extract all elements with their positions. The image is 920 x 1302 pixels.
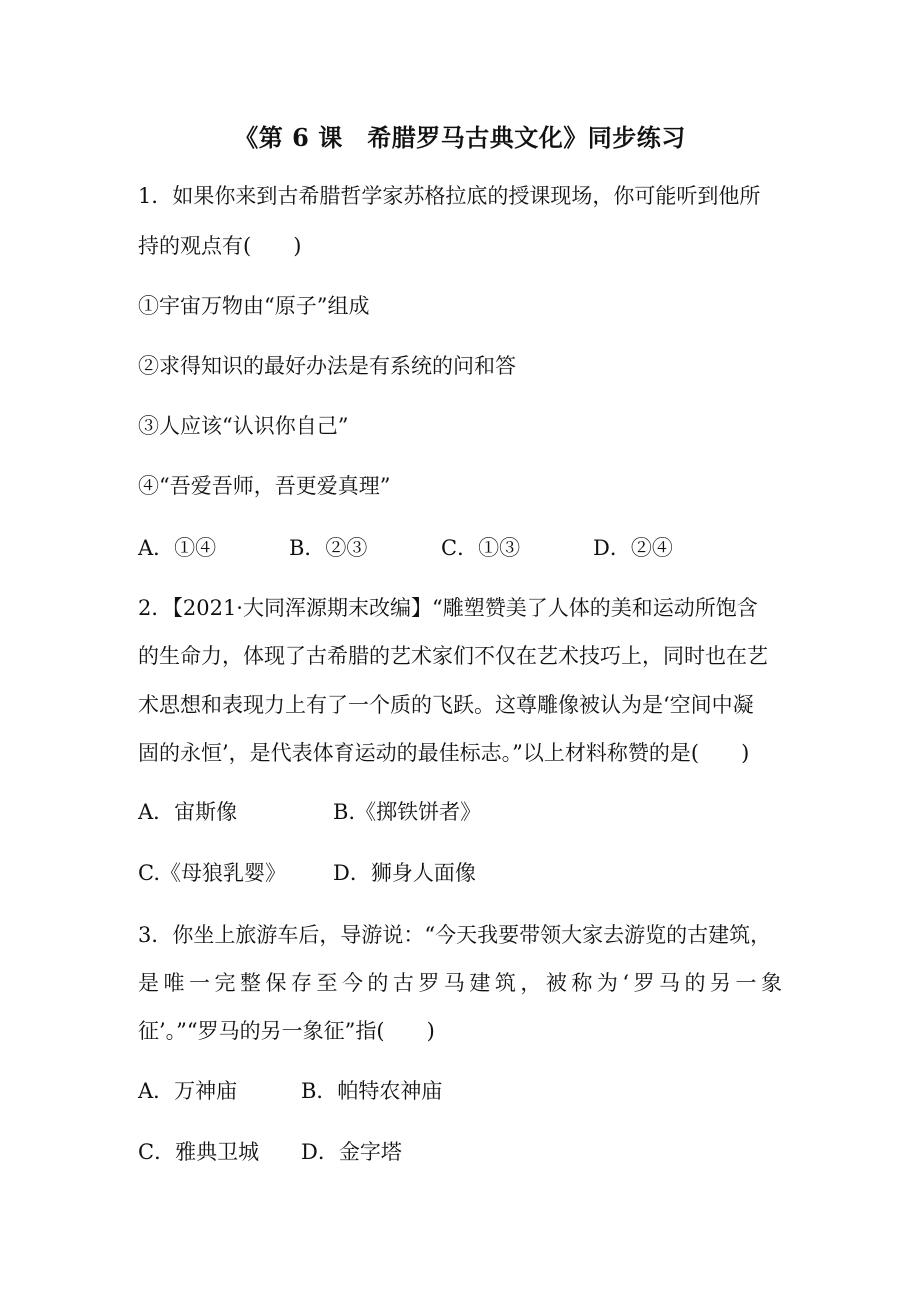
question-2-option-b: B.《掷铁饼者》 xyxy=(333,800,482,824)
question-3-stem-line-3: 征’。”“罗马的另一象征”指( ) xyxy=(138,1019,435,1043)
question-3-option-c: C．雅典卫城 xyxy=(138,1140,260,1164)
question-2-option-d: D．狮身人面像 xyxy=(333,861,476,885)
question-1-stem-line-2: 持的观点有( ) xyxy=(138,234,302,258)
question-2-option-a: A．宙斯像 xyxy=(138,800,238,824)
question-2-stem-line-3: 术思想和表现力上有了一个质的飞跃。这尊雕像被认为是‘空间中凝 xyxy=(138,693,754,717)
question-1-option-c: C．①③ xyxy=(441,536,521,560)
question-1-option-a: A．①④ xyxy=(138,536,217,560)
question-1-item-1: ①宇宙万物由“原子”组成 xyxy=(138,294,370,318)
question-2-stem-line-1: 2．【2021·大同浑源期末改编】“雕塑赞美了人体的美和运动所饱含 xyxy=(138,596,758,620)
question-1-item-2: ②求得知识的最好办法是有系统的问和答 xyxy=(138,354,516,378)
question-3-option-a: A．万神庙 xyxy=(138,1079,238,1103)
question-1-stem-line-1: 1．如果你来到古希腊哲学家苏格拉底的授课现场，你可能听到他所 xyxy=(138,184,761,208)
question-1-option-b: B．②③ xyxy=(289,536,368,560)
question-1-item-3: ③人应该“认识你自己” xyxy=(138,414,349,438)
question-2-stem-line-2: 的生命力，体现了古希腊的艺术家们不仅在艺术技巧上，同时也在艺 xyxy=(138,644,768,668)
question-1-item-4: ④“吾爱吾师，吾更爱真理” xyxy=(138,474,391,498)
question-2-stem-line-4: 固的永恒’，是代表体育运动的最佳标志。”以上材料称赞的是( ) xyxy=(138,741,750,765)
page-title: 《第 6 课 希腊罗马古典文化》同步练习 xyxy=(234,123,686,152)
question-3-stem-line-1: 3．你坐上旅游车后，导游说：“今天我要带领大家去游览的古建筑， xyxy=(138,923,772,947)
question-2-option-c: C.《母狼乳婴》 xyxy=(138,861,286,885)
question-3-stem-line-2: 是唯一完整保存至今的古罗马建筑，被称为‘罗马的另一象 xyxy=(138,971,782,995)
question-3-option-d: D．金字塔 xyxy=(301,1140,402,1164)
question-3-option-b: B．帕特农神庙 xyxy=(301,1079,443,1103)
question-1-option-d: D．②④ xyxy=(593,536,673,560)
